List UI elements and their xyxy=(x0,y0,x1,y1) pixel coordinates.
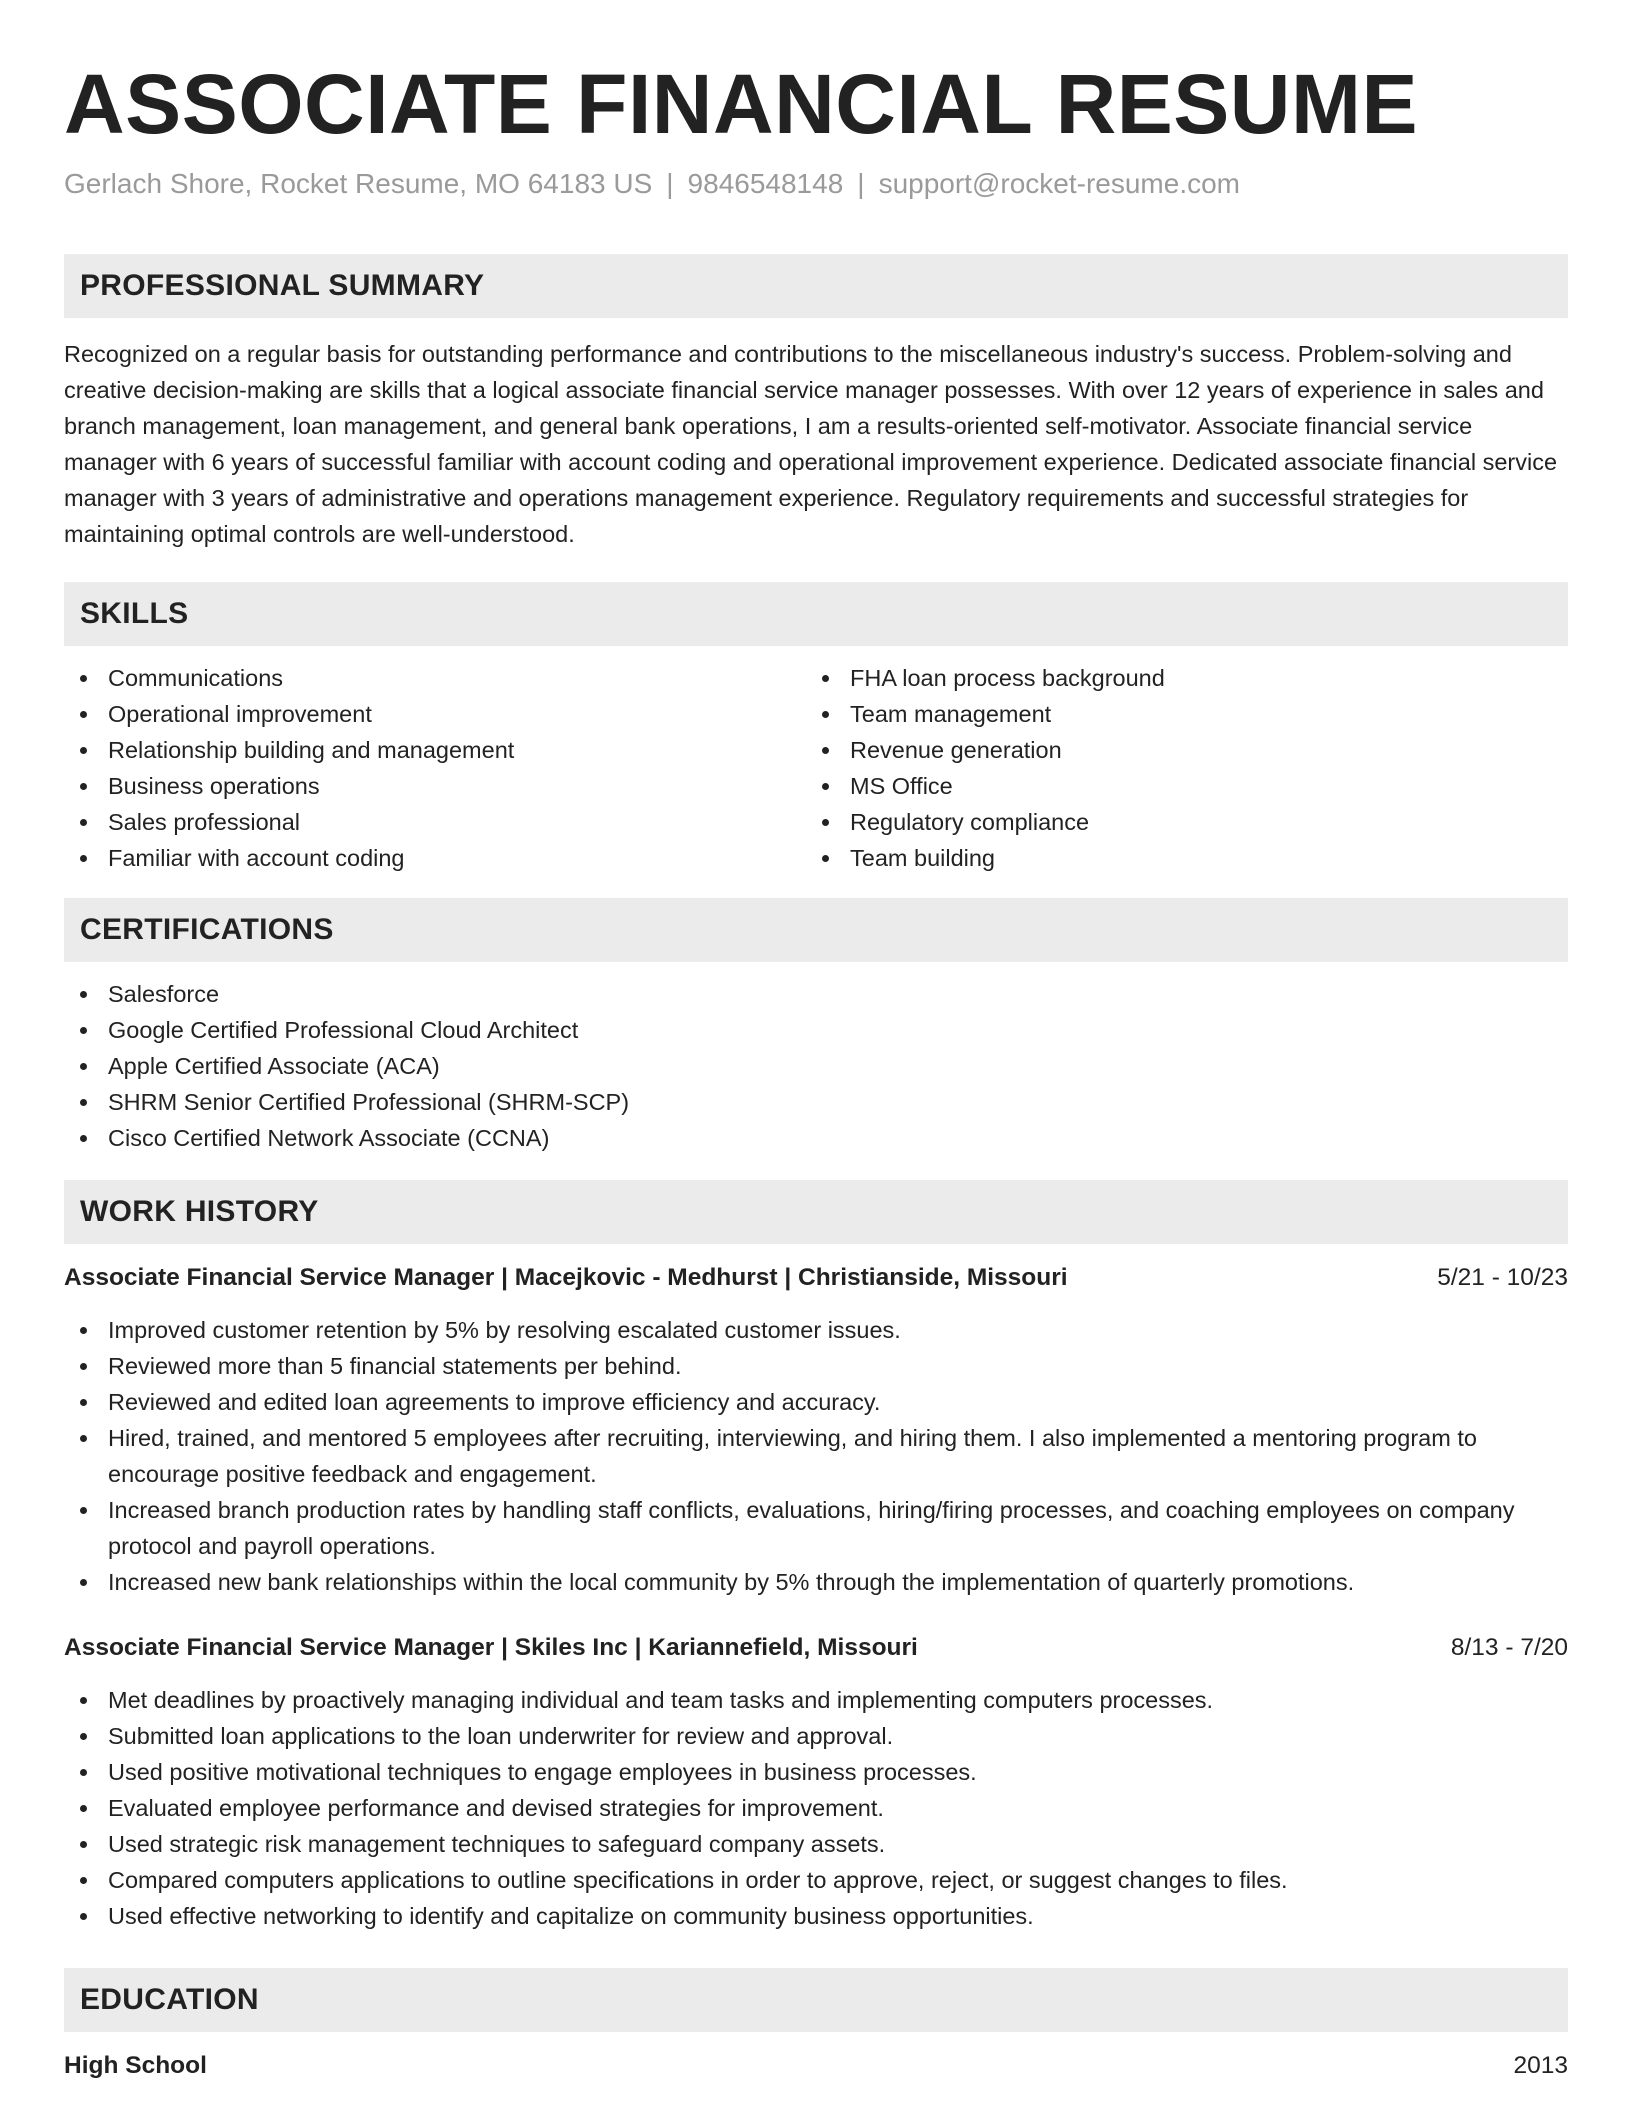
certifications-section xyxy=(64,898,1568,1156)
summary-section xyxy=(64,254,1568,552)
address: Gerlach Shore, Rocket Resume, MO 64183 US xyxy=(64,168,653,199)
certification-item: Salesforce xyxy=(64,976,1568,1012)
skills-section xyxy=(64,582,1568,876)
job-bullet: Reviewed and edited loan agreements to improve efficiency and accuracy. xyxy=(64,1384,1568,1420)
job-bullet: Hired, trained, and mentored 5 employees after recruiting, interviewing, and hiring them. I also implemented a mentoring program to encourage positive feedback and engagement. xyxy=(64,1420,1568,1492)
skill-item: Operational improvement xyxy=(64,696,806,732)
job-bullet: Increased new bank relationships within the local community by 5% through the implementation of quarterly promotions. xyxy=(64,1564,1568,1600)
job-bullet: Used effective networking to identify and capitalize on community business opportunities. xyxy=(64,1898,1568,1934)
job-bullet: Improved customer retention by 5% by resolving escalated customer issues. xyxy=(64,1312,1568,1348)
education-section xyxy=(64,1968,1568,2084)
skill-item: Relationship building and management xyxy=(64,732,806,768)
skill-item: Communications xyxy=(64,660,806,696)
job-title: Associate Financial Service Manager | Skiles Inc | Kariannefield, Missouri xyxy=(64,1634,918,1661)
job-bullet: Reviewed more than 5 financial statements per behind. xyxy=(64,1348,1568,1384)
job-header xyxy=(64,1630,1568,1666)
job-header xyxy=(64,1260,1568,1296)
section-heading: SKILLS xyxy=(80,597,189,630)
section-heading: WORK HISTORY xyxy=(80,1195,319,1228)
certification-item: SHRM Senior Certified Professional (SHRM-SCP) xyxy=(64,1084,1568,1120)
education-year: 2013 xyxy=(1513,2052,1568,2079)
job-title: Associate Financial Service Manager | Macejkovic - Medhurst | Christianside, Missouri xyxy=(64,1264,1068,1291)
section-header xyxy=(64,254,1568,318)
job-dates: 5/21 - 10/23 xyxy=(1437,1264,1568,1291)
skill-item: Team management xyxy=(806,696,1548,732)
skills-column-left xyxy=(64,660,806,876)
education-entry xyxy=(64,2048,1568,2084)
skill-item: Revenue generation xyxy=(806,732,1548,768)
section-heading: EDUCATION xyxy=(80,1983,259,2016)
job-bullet: Compared computers applications to outline specifications in order to approve, reject, or suggest changes to files. xyxy=(64,1862,1568,1898)
section-header xyxy=(64,1968,1568,2032)
job-bullet: Used strategic risk management techniques to safeguard company assets. xyxy=(64,1826,1568,1862)
certifications-list xyxy=(64,976,1568,1156)
separator: | xyxy=(857,168,865,199)
skills-grid xyxy=(64,660,1568,876)
education-degree: High School xyxy=(64,2052,207,2079)
section-heading: CERTIFICATIONS xyxy=(80,913,334,946)
certification-item: Google Certified Professional Cloud Architect xyxy=(64,1012,1568,1048)
skill-item: Familiar with account coding xyxy=(64,840,806,876)
separator: | xyxy=(666,168,674,199)
job-bullets xyxy=(64,1682,1568,1934)
certification-item: Apple Certified Associate (ACA) xyxy=(64,1048,1568,1084)
summary-text: Recognized on a regular basis for outstanding performance and contributions to the miscellaneous industry's success. Problem-solving and creative decision-making are skills that a logical associate financial service manager possesses. With over 12 years of experience in sales and branch management, loan management, and general bank operations, I am a results-oriented self-motivator. Associate financial service manager with 6 years of successful familiar with account coding and operational improvement experience. Dedicated associate financial service manager with 3 years of administrative and operations management experience. Regulatory requirements and successful strategies for maintaining optimal controls are well-understood. xyxy=(64,341,1558,547)
job-dates: 8/13 - 7/20 xyxy=(1450,1634,1568,1661)
phone: 9846548148 xyxy=(687,168,844,199)
contact-line xyxy=(64,166,1568,202)
email: support@rocket-resume.com xyxy=(878,168,1240,199)
resume-title: ASSOCIATE FINANCIAL RESUME xyxy=(64,57,1418,151)
section-heading: PROFESSIONAL SUMMARY xyxy=(80,269,485,302)
job-bullet: Evaluated employee performance and devised strategies for improvement. xyxy=(64,1790,1568,1826)
skill-item: MS Office xyxy=(806,768,1548,804)
job-entry xyxy=(64,1630,1568,1934)
job-bullet: Submitted loan applications to the loan underwriter for review and approval. xyxy=(64,1718,1568,1754)
job-bullet: Used positive motivational techniques to engage employees in business processes. xyxy=(64,1754,1568,1790)
skill-item: Team building xyxy=(806,840,1548,876)
job-bullet: Met deadlines by proactively managing individual and team tasks and implementing computers processes. xyxy=(64,1682,1568,1718)
section-header xyxy=(64,898,1568,962)
job-bullet: Increased branch production rates by handling staff conflicts, evaluations, hiring/firing processes, and coaching employees on company protocol and payroll operations. xyxy=(64,1492,1568,1564)
certification-item: Cisco Certified Network Associate (CCNA) xyxy=(64,1120,1568,1156)
skill-item: FHA loan process background xyxy=(806,660,1548,696)
job-bullets xyxy=(64,1312,1568,1600)
job-entry xyxy=(64,1260,1568,1600)
skill-item: Regulatory compliance xyxy=(806,804,1548,840)
skill-item: Business operations xyxy=(64,768,806,804)
work-history-section xyxy=(64,1180,1568,1934)
section-header xyxy=(64,1180,1568,1244)
section-header xyxy=(64,582,1568,646)
skill-item: Sales professional xyxy=(64,804,806,840)
skills-column-right xyxy=(806,660,1548,876)
